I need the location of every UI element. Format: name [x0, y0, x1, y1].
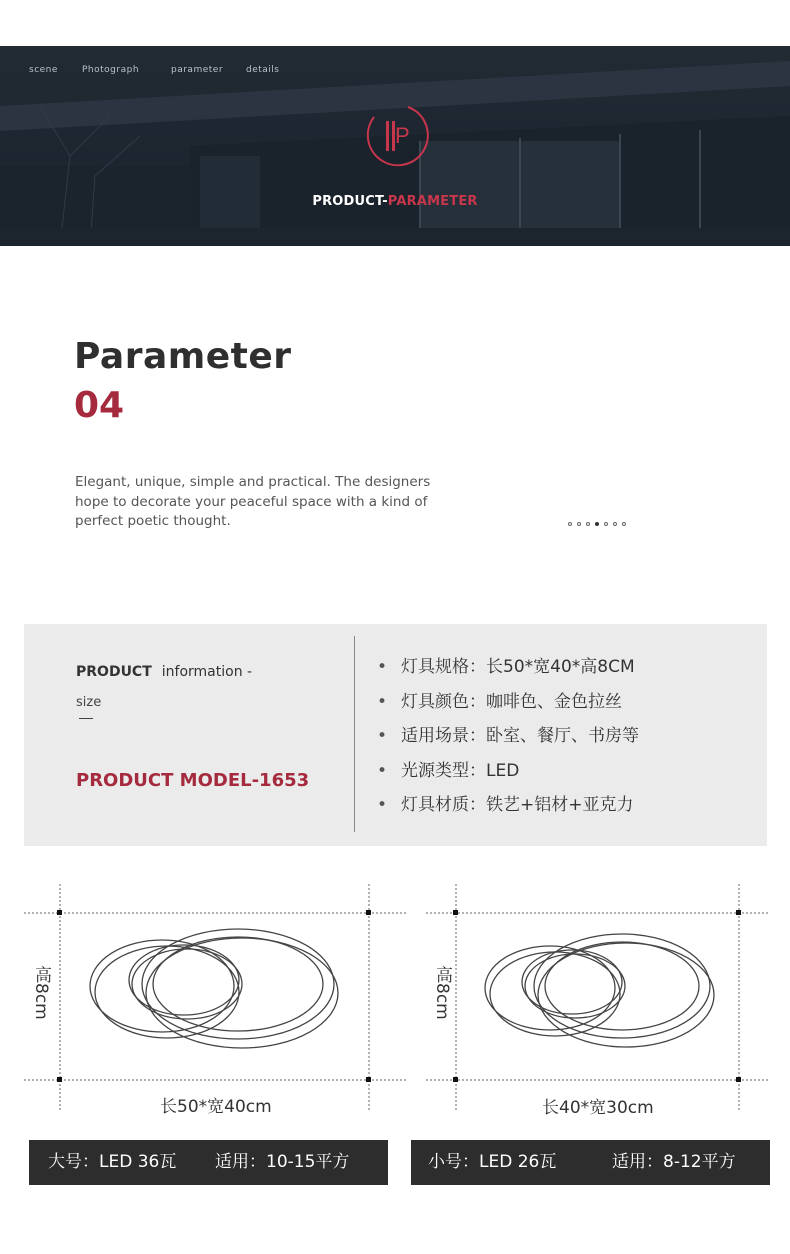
- product-size-label: size: [76, 695, 102, 710]
- carousel-dot-active[interactable]: [595, 522, 599, 526]
- size-underline: [79, 718, 93, 719]
- large-height-label: 高8cm: [31, 966, 51, 1020]
- banner-title: PRODUCT-PARAMETER: [312, 194, 478, 209]
- spec-list: [377, 654, 639, 827]
- large-size-label: 长50*宽40cm: [160, 1097, 272, 1117]
- product-model: PRODUCT MODEL-1653: [76, 770, 310, 791]
- large-power: 大号：LED 36瓦: [48, 1152, 177, 1172]
- small-height-label: 高8cm: [432, 966, 452, 1020]
- carousel-dot[interactable]: [586, 522, 590, 526]
- nav-scene[interactable]: scene: [29, 65, 58, 75]
- carousel-dot[interactable]: [568, 522, 572, 526]
- carousel-dot[interactable]: [604, 522, 608, 526]
- large-spec-bar: [29, 1140, 388, 1185]
- small-size-label: 长40*宽30cm: [542, 1098, 654, 1118]
- carousel-dot[interactable]: [613, 522, 617, 526]
- nav-parameter[interactable]: parameter: [171, 65, 224, 75]
- small-lamp-diagram: [426, 884, 770, 1112]
- carousel-dots[interactable]: [568, 522, 626, 526]
- section-description: Elegant, unique, simple and practical. The designers hope to decorate your peaceful space with a kind of perfect poetic thought.: [75, 474, 431, 529]
- spec-item: • 灯具材质：铁艺+铝材+亚克力: [377, 795, 634, 815]
- nav-details[interactable]: details: [246, 65, 280, 75]
- panel-divider: [354, 636, 355, 832]
- spec-item: • 适用场景：卧室、餐厅、书房等: [377, 726, 639, 746]
- carousel-dot[interactable]: [622, 522, 626, 526]
- spec-item: • 灯具规格：长50*宽40*高8CM: [377, 657, 635, 677]
- nav-photograph[interactable]: Photograph: [82, 65, 140, 75]
- small-power: 小号：LED 26瓦: [428, 1152, 557, 1172]
- spec-item: • 灯具颜色：咖啡色、金色拉丝: [377, 691, 622, 712]
- carousel-dot[interactable]: [577, 522, 581, 526]
- section-number: 04: [74, 385, 125, 426]
- hero-banner: [0, 46, 790, 246]
- section-title: Parameter: [74, 336, 292, 377]
- logo-letter: P: [395, 123, 410, 148]
- large-area: 适用：10-15平方: [215, 1152, 350, 1172]
- small-spec-bar: [411, 1140, 770, 1185]
- logo-emblem: [364, 103, 432, 169]
- product-label: PRODUCT information -: [76, 664, 253, 680]
- small-area: 适用：8-12平方: [612, 1152, 736, 1172]
- product-info-panel: [24, 624, 767, 846]
- spec-item: • 光源类型：LED: [377, 760, 520, 781]
- large-lamp-diagram: [24, 884, 406, 1112]
